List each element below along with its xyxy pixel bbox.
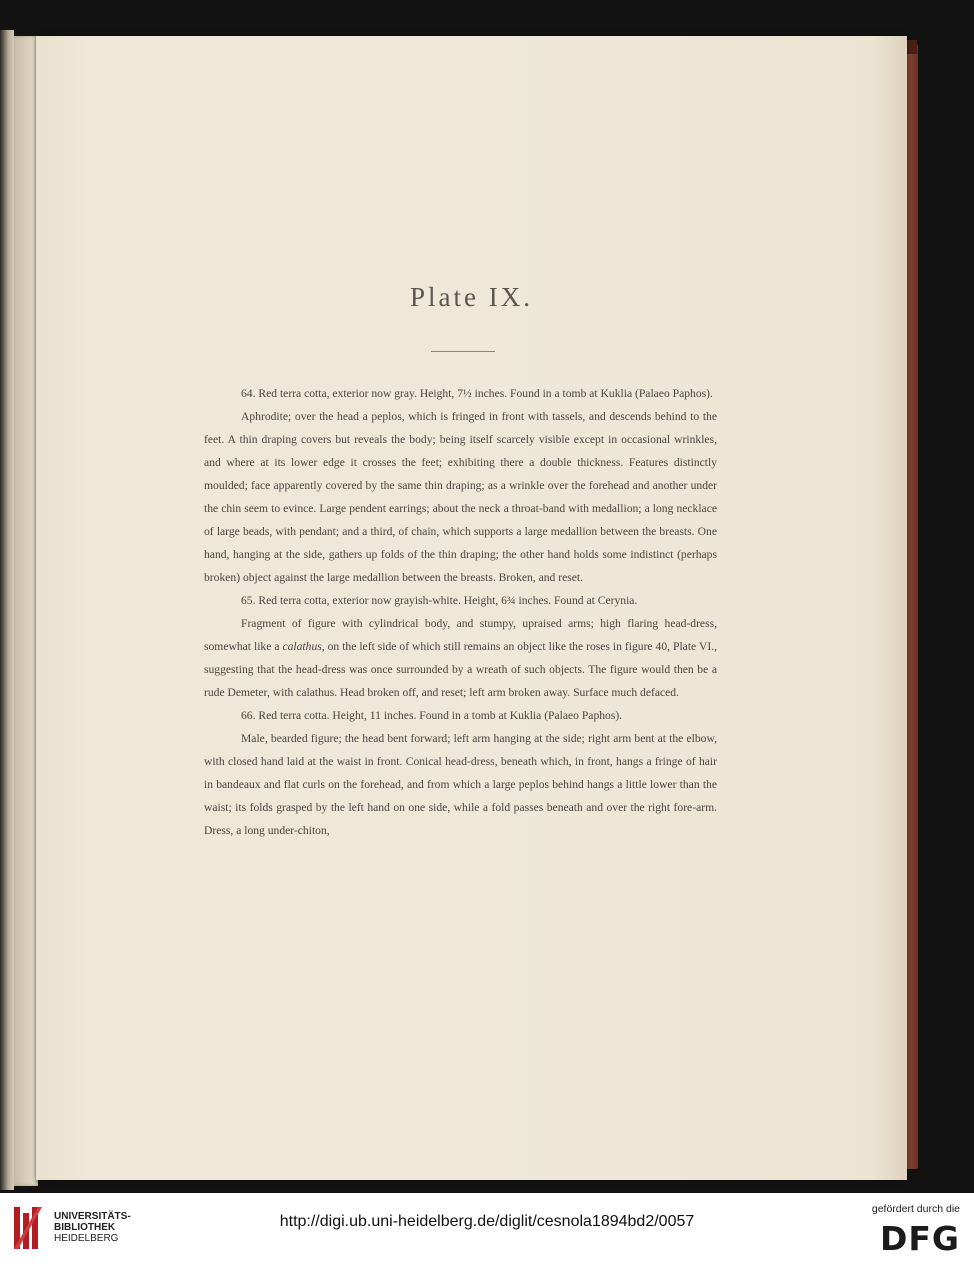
paragraph-text: Aphrodite; over the head a peplos, which is fringed in front with tassels, and descends behind to the feet. A thin draping covers but reveals the body; being itself scarcely visible except in occasional wrinkles, and where at its lower edge it crosses the feet; exhibiting there a double thickness. Features distinctly moulded; face apparently covered by the same thin draping; as a wrinkle over the forehead and another under the chin seem to evince. Large pendent earrings; about the neck a throat-band with medallion; a long necklace of large beads, with pendant; and a third, of chain, which supports a large medallion between the breasts. One hand, hanging at the side, gathers up folds of the thin draping; the other hand holds some indistinct (perhaps broken) object against the large medallion between the breasts. Broken, and reset. xyxy=(204,410,717,584)
paragraph-text: 64. Red terra cotta, exterior now gray. Height, 7½ inches. Found in a tomb at Kuklia (Palaeo Paphos). xyxy=(241,387,713,400)
title-divider xyxy=(431,351,495,352)
paragraph-text: , on the left side of which still remains an object like the roses in figure 40, Plate VI., suggesting that the head-dress was once surrounded by a wreath of such objects. The figure would then be a rude Demeter, with calathus. Head broken off, and reset; left arm broken away. Surface much defaced. xyxy=(204,640,717,699)
footer-bar xyxy=(0,1193,974,1264)
catalogue-text xyxy=(204,382,717,842)
paragraph-text: Male, bearded figure; the head bent forward; left arm hanging at the side; right arm bent at the elbow, with closed hand laid at the waist in front. Conical head-dress, beneath which, in front, hangs a fringe of hair in bandeaux and flat curls on the forehead, and from which a large peplos behind hangs a little lower than the waist; its folds grasped by the left hand on one side, while a fold passes beneath and over the right fore-arm. Dress, a long under-chiton, xyxy=(204,732,717,837)
italic-term: calathus xyxy=(282,640,322,653)
book-page xyxy=(36,36,907,1180)
paragraph-text: 65. Red terra cotta, exterior now grayish-white. Height, 6¾ inches. Found at Cerynia. xyxy=(241,594,638,607)
library-name-line1: UNIVERSITÄTS- xyxy=(54,1211,131,1222)
paragraph-p65 xyxy=(204,589,717,612)
library-name-line3: HEIDELBERG xyxy=(54,1233,119,1244)
paragraph-p64b xyxy=(204,405,717,589)
permalink-url[interactable]: http://digi.ub.uni-heidelberg.de/diglit/cesnola1894bd2/0057 xyxy=(279,1213,695,1230)
paragraph-p66 xyxy=(204,704,717,727)
funded-by-label: gefördert durch die xyxy=(871,1203,960,1215)
dfg-logo: DFG xyxy=(879,1219,960,1258)
left-page-edge xyxy=(14,36,38,1186)
paragraph-p65b xyxy=(204,612,717,704)
library-name-line2: BIBLIOTHEK xyxy=(54,1222,116,1233)
plate-title: Plate IX. xyxy=(410,282,533,312)
paragraph-p64 xyxy=(204,382,717,405)
book-spine-edge xyxy=(0,30,14,1190)
paragraph-p66b xyxy=(204,727,717,842)
paragraph-text: Fragment of figure with cylindrical body, and stumpy, upraised arms; high flaring head-dress, somewhat like a xyxy=(204,617,717,653)
paragraph-text: 66. Red terra cotta. Height, 11 inches. Found in a tomb at Kuklia (Palaeo Paphos). xyxy=(241,709,623,722)
